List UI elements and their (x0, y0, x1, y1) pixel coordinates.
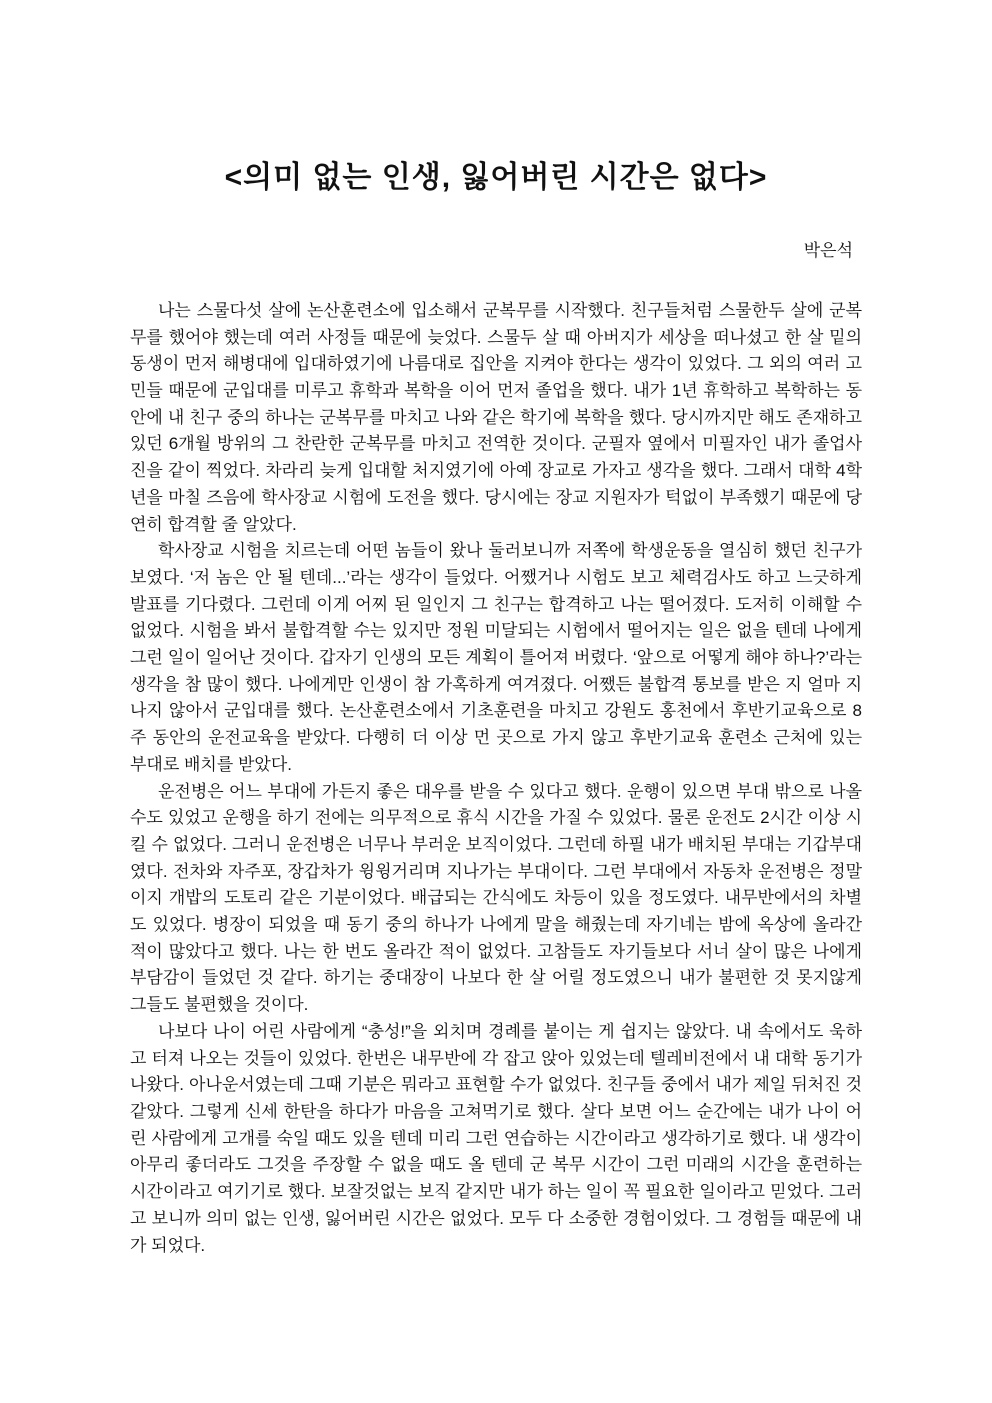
author-name: 박은석 (803, 240, 853, 260)
document-body (130, 298, 862, 1259)
body-paragraph-2: 학사장교 시험을 치르는데 어떤 놈들이 왔나 둘러보니까 저쪽에 학생운동을 열심히 했던 친구가 보였다. ‘저 놈은 안 될 텐데...’라는 생각이 들었다. 어쨌거나 시험도 보고 체력검사도 하고 느긋하게 발표를 기다렸다. 그런데 이게 어찌 된 일인지 그 친구는 합격하고 나는 떨어졌다. 도저히 이해할 수 없었다. 시험을 봐서 불합격할 수는 있지만 정원 미달되는 시험에서 떨어지는 일은 없을 텐데 나에게 그런 일이 일어난 것이다. 갑자기 인생의 모든 계획이 틀어져 버렸다. ‘앞으로 어떻게 해야 하나?’라는 생각을 참 많이 했다. 나에게만 인생이 참 가혹하게 여겨졌다. 어쨌든 불합격 통보를 받은 지 얼마 지나지 않아서 군입대를 했다. 논산훈련소에서 기초훈련을 마치고 강원도 홍천에서 후반기교육으로 8주 동안의 운전교육을 받았다. 다행히 더 이상 먼 곳으로 가지 않고 후반기교육 훈련소 근처에 있는 부대로 배치를 받았다. (130, 541, 862, 774)
body-paragraph-3: 운전병은 어느 부대에 가든지 좋은 대우를 받을 수 있다고 했다. 운행이 있으면 부대 밖으로 나올 수도 있었고 운행을 하기 전에는 의무적으로 휴식 시간을 가질 수 있었다. 물론 운전도 2시간 이상 시킬 수 없었다. 그러니 운전병은 너무나 부러운 보직이었다. 그런데 하필 내가 배치된 부대는 기갑부대였다. 전차와 자주포, 장갑차가 윙윙거리며 지나가는 부대이다. 그런 부대에서 자동차 운전병은 정말이지 개밥의 도토리 같은 기분이었다. 배급되는 간식에도 차등이 있을 정도였다. 내무반에서의 차별도 있었다. 병장이 되었을 때 동기 중의 하나가 나에게 말을 해줬는데 자기네는 밤에 옥상에 올라간 적이 많았다고 했다. 나는 한 번도 올라간 적이 없었다. 고참들도 자기들보다 서너 살이 많은 나에게 부담감이 들었던 것 같다. 하기는 중대장이 나보다 한 살 어릴 정도였으니 내가 불편한 것 못지않게 그들도 불편했을 것이다. (130, 781, 862, 1015)
body-paragraph-1: 나는 스물다섯 살에 논산훈련소에 입소해서 군복무를 시작했다. 친구들처럼 스물한두 살에 군복무를 했어야 했는데 여러 사정들 때문에 늦었다. 스물두 살 때 아버지가 세상을 떠나셨고 한 살 밑의 동생이 먼저 해병대에 입대하였기에 나름대로 집안을 지켜야 한다는 생각이 있었다. 그 외의 여러 고민들 때문에 군입대를 미루고 휴학과 복학을 이어 먼저 졸업을 했다. 내가 1년 휴학하고 복학하는 동안에 내 친구 중의 하나는 군복무를 마치고 나와 같은 학기에 복학을 했다. 당시까지만 해도 존재하고 있던 6개월 방위의 그 찬란한 군복무를 마치고 전역한 것이다. 군필자 옆에서 미필자인 내가 졸업사진을 같이 찍었다. 차라리 늦게 입대할 처지였기에 아예 장교로 가자고 생각을 했다. 그래서 대학 4학년을 마칠 즈음에 학사장교 시험에 도전을 했다. 당시에는 장교 지원자가 턱없이 부족했기 때문에 당연히 합격할 줄 알았다. (130, 300, 862, 534)
body-paragraph-4: 나보다 나이 어린 사람에게 “충성!”을 외치며 경례를 붙이는 게 쉽지는 않았다. 내 속에서도 욱하고 터져 나오는 것들이 있었다. 한번은 내무반에 각 잡고 앉아 있었는데 텔레비전에서 내 대학 동기가 나왔다. 아나운서였는데 그때 기분은 뭐라고 표현할 수가 없었다. 친구들 중에서 내가 제일 뒤처진 것 같았다. 그렇게 신세 한탄을 하다가 마음을 고쳐먹기로 했다. 살다 보면 어느 순간에는 내가 나이 어린 사람에게 고개를 숙일 때도 있을 텐데 미리 그런 연습하는 시간이라고 생각하기로 했다. 내 생각이 아무리 좋더라도 그것을 주장할 수 없을 때도 올 텐데 군 복무 시간이 그런 미래의 시간을 훈련하는 시간이라고 여기기로 했다. 보잘것없는 보직 같지만 내가 하는 일이 꼭 필요한 일이라고 믿었다. 그러고 보니까 의미 없는 인생, 잃어버린 시간은 없었다. 모두 다 소중한 경험이었다. 그 경험들 때문에 내가 되었다. (130, 1021, 862, 1255)
document-title: <의미 없는 인생, 잃어버린 시간은 없다> (224, 161, 768, 194)
